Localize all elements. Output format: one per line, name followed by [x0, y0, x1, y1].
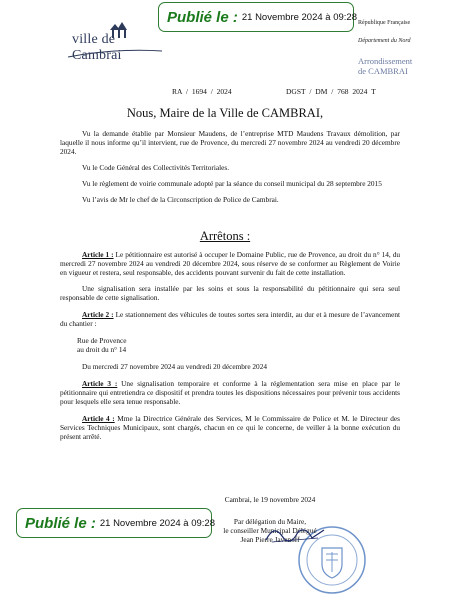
article-2-place2: au droit du n° 14 [77, 345, 127, 354]
signature-line2: le conseiller Municipal Délégué [223, 526, 317, 535]
publication-stamp-top [158, 2, 357, 32]
article-4-text: Mme la Directrice Générale des Services, M le Commissaire de Police et M. le Directeur des Services Techniques Municipaux, sont chargés, chacun en ce qui le concerne, de veiller à la bonne exécution du présent arrêté. [60, 414, 400, 441]
arrondissement-line2: de CAMBRAI [358, 66, 408, 76]
arrondissement-line1: Arrondissement [358, 56, 413, 66]
city-logo [66, 22, 166, 62]
stamp-date: 21 Novembre 2024 à 09:28 [241, 11, 357, 23]
articles [60, 250, 400, 441]
page-title: Nous, Maire de la Ville de CAMBRAI, [126, 106, 324, 120]
article-1 [60, 250, 400, 277]
article-4 [60, 414, 400, 441]
signature-line1: Par délégation du Maire, [233, 517, 307, 526]
article-2-text: Le stationnement des véhicules de toutes sortes sera interdit, au dur et à mesure de l’avancement du chantier : [60, 310, 400, 328]
article-1-text: Le pétitionnaire est autorisé à occuper le Domaine Public, rue de Provence, au droit du n° 14, du mercredi 27 novembre 2024 au vendredi 20 décembre 2024, sous réserve de se conformer au Règlement de Voirie en vigueur et restera, seul responsable, des accidents pouvant survenir du fait de cette installation. [60, 250, 400, 277]
document-body [60, 129, 400, 204]
reference-right: DGST / DM / 768 2024 T [286, 87, 376, 96]
handwritten-signature [262, 522, 330, 546]
signature-place-date: Cambrai, le 19 novembre 2024 [224, 495, 316, 504]
publication-stamp-bottom [16, 508, 215, 538]
stamp-label: Publié le : [25, 514, 96, 532]
article-1-label: Article 1 : [82, 250, 114, 259]
article-4-label: Article 4 : [82, 414, 115, 423]
article-1-signalisation: Une signalisation sera installée par les soins et sous la responsabilité du pétitionnaire qui sera seul responsable de cette signalisation. [60, 284, 400, 302]
article-2-place1: Rue de Provence [77, 336, 127, 345]
stamp-date: 21 Novembre 2024 à 09:28 [99, 517, 215, 529]
signature-line3: Jean Pierre Javenoff [240, 535, 300, 544]
republique-label: République Française [358, 20, 411, 26]
visa-2: Vu le Code Général des Collectivités Territoriales. [82, 163, 230, 172]
arretons-heading: Arrêtons : [199, 229, 251, 243]
article-2-label: Article 2 : [82, 310, 114, 319]
visa-3: Vu le règlement de voirie communale adopté par la séance du conseil municipal du 28 septembre 2015 [82, 179, 382, 188]
article-3 [60, 379, 400, 406]
reference-left: RA / 1694 / 2024 [172, 87, 232, 96]
article-2 [60, 310, 400, 328]
article-3-label: Article 3 : [82, 379, 118, 388]
stamp-label: Publié le : [167, 8, 238, 26]
visa-1: Vu la demande établie par Monsieur Maudens, de l’entreprise MTD Maudens Travaux démolition, par laquelle il nous informe qu’il intervient, rue de Provence, du mercredi 27 novembre 2024 au vendredi 20 décembre 2024. [60, 129, 400, 156]
article-3-text: Une signalisation temporaire et conforme à la réglementation sera mise en place par le pétitionnaire qui entretiendra ce dispositif et prendra toutes les dispositions nécessaires pour prévenir tous accidents pour lesquels elle sera tenue responsable. [60, 379, 400, 406]
departement-label: Département du Nord [358, 38, 411, 44]
logo-text: ville de Cambrai [72, 32, 122, 63]
logo-swoosh [66, 48, 166, 60]
article-2-period: Du mercredi 27 novembre 2024 au vendredi 20 décembre 2024 [82, 362, 267, 371]
visa-4: Vu l’avis de Mr le chef de la Circonscription de Police de Cambrai. [82, 195, 279, 204]
